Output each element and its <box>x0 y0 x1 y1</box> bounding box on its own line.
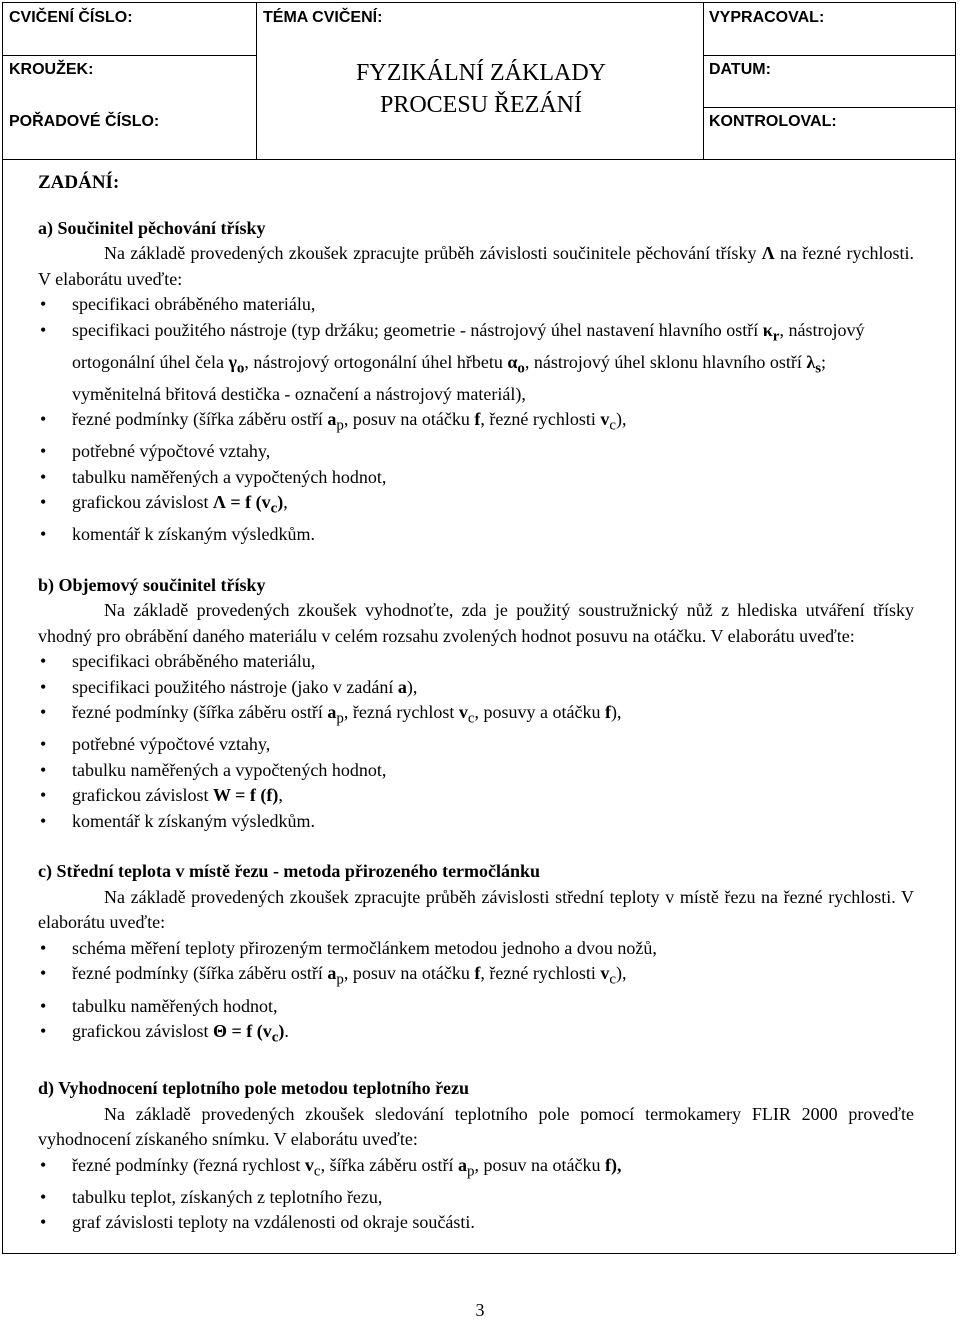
text: specifikaci použitého nástroje (typ držáku; geometrie - nástrojový úhel nastavení hlavního ostří <box>72 319 763 340</box>
lambda-symbol: Λ <box>761 243 775 263</box>
bullet-icon: • <box>40 1212 47 1233</box>
section-c-list <box>38 936 914 1051</box>
text: komentář k získaným výsledkům. <box>72 810 315 831</box>
bullet-icon: • <box>40 759 47 780</box>
section-c-intro: Na základě provedených zkoušek zpracujte průběh závislosti střední teploty v místě řezu na řezné rychlosti. V elaborátu uveďte: <box>38 886 914 933</box>
text: graf závislosti teploty na vzdálenosti od okraje součásti. <box>72 1212 475 1233</box>
text: ), <box>616 409 627 430</box>
header-line-right-2 <box>703 107 955 108</box>
bullet-icon: • <box>40 1021 47 1042</box>
formula: ) <box>278 1021 285 1042</box>
text: ; vyměnitelná břitová destička - označení a nástrojový materiál), <box>72 351 827 404</box>
reference: a <box>397 676 407 697</box>
text: řezné podmínky (šířka záběru ostří <box>72 702 328 723</box>
list-item <box>38 783 914 809</box>
subscript: s <box>815 360 822 377</box>
bullet-icon: • <box>40 995 47 1016</box>
text: komentář k získaným výsledkům. <box>72 524 315 545</box>
subscript: p <box>336 710 344 727</box>
list-item <box>38 809 914 835</box>
section-d-title: d) Vyhodnocení teplotního pole metodou teplotního řezu <box>38 1078 470 1099</box>
bullet-icon: • <box>40 937 47 958</box>
text: tabulku naměřených a vypočtených hodnot, <box>72 466 387 487</box>
symbol: v <box>304 1154 314 1175</box>
topic-title-line2: PROCESU ŘEZÁNÍ <box>379 92 583 118</box>
list-item <box>38 1185 914 1211</box>
text: ), <box>406 676 418 697</box>
text: na řezné rychlosti. V elaborátu uveďte: <box>38 243 914 289</box>
vypracoval-label: VYPRACOVAL: <box>709 9 825 26</box>
text: , posuvy a otáčku <box>474 702 606 723</box>
subscript: p <box>336 417 344 434</box>
symbol: a <box>327 409 337 430</box>
gamma-symbol: γ <box>228 351 237 372</box>
subscript: c <box>609 417 617 434</box>
bullet-icon: • <box>40 319 47 340</box>
text: , <box>283 492 288 513</box>
section-b-title: b) Objemový součinitel třísky <box>38 574 266 595</box>
section-a-title: a) Součinitel pěchování třísky <box>38 217 266 238</box>
formula: Λ = f (v <box>212 492 271 513</box>
datum-label: DATUM: <box>709 61 771 78</box>
symbol: v <box>458 702 468 723</box>
bullet-icon: • <box>40 963 47 984</box>
bullet-icon: • <box>40 492 47 513</box>
assignment-content <box>38 170 914 1236</box>
text: tabulku naměřených a vypočtených hodnot, <box>72 759 387 780</box>
poradove-cislo-label: POŘADOVÉ ČÍSLO: <box>9 113 160 130</box>
text: specifikaci obráběného materiálu, <box>72 651 316 672</box>
list-item <box>38 490 914 522</box>
symbol: a <box>327 963 337 984</box>
formula: ) <box>277 492 284 513</box>
text: , šířka záběru ostří <box>320 1154 459 1175</box>
text: grafickou závislost <box>72 1021 213 1042</box>
symbol: a <box>458 1154 468 1175</box>
text: , nástrojový úhel sklonu hlavního ostří <box>524 351 807 372</box>
text: . <box>284 1021 289 1042</box>
list-item <box>38 649 914 675</box>
list-item <box>38 700 914 732</box>
topic-title <box>261 57 701 121</box>
list-item <box>38 439 914 465</box>
lambda-symbol: λ <box>806 351 816 372</box>
text: specifikaci obráběného materiálu, <box>72 294 316 314</box>
symbol: f <box>474 409 481 430</box>
kappa-symbol: κ <box>762 319 773 340</box>
subscript: p <box>467 1163 475 1180</box>
subscript: c <box>313 1163 321 1180</box>
list-item <box>38 961 914 993</box>
text: , posuv na otáčku <box>343 963 475 984</box>
bullet-icon: • <box>40 734 47 755</box>
section-d-intro: Na základě provedených zkoušek sledování teplotního pole pomocí termokamery FLIR 2000 proveďte vyhodnocení získaného snímku. V elaborátu uveďte: <box>38 1103 914 1150</box>
text: , řezná rychlost <box>343 702 459 723</box>
cviceni-cislo-label: CVIČENÍ ČÍSLO: <box>9 9 133 26</box>
bullet-icon: • <box>40 810 47 831</box>
bullet-icon: • <box>40 676 47 697</box>
symbol: v <box>600 409 610 430</box>
symbol: f <box>605 702 612 723</box>
krouzek-label: KROUŽEK: <box>9 61 94 78</box>
section-b-list <box>38 649 914 834</box>
text: grafickou závislost <box>72 492 213 513</box>
bullet-icon: • <box>40 651 47 672</box>
text: řezné podmínky (šířka záběru ostří <box>72 963 328 984</box>
header-divider-right <box>703 3 704 159</box>
text: grafickou závislost <box>72 785 213 806</box>
section-a-list <box>38 292 914 548</box>
topic-title-line1: FYZIKÁLNÍ ZÁKLADY <box>356 60 606 86</box>
symbol: f <box>605 1154 612 1175</box>
symbol: f <box>474 963 481 984</box>
section-d-list <box>38 1153 914 1236</box>
text: schéma měření teploty přirozeným termočlánkem metodou jednoho a dvou nožů, <box>72 937 657 958</box>
formula: Θ = f (v <box>212 1021 272 1042</box>
formula: W = f (f) <box>212 785 279 806</box>
kontroloval-label: KONTROLOVAL: <box>709 113 837 130</box>
subscript: c <box>271 1029 279 1046</box>
text: potřebné výpočtové vztahy, <box>72 734 271 755</box>
subscript: c <box>467 710 475 727</box>
bullet-icon: • <box>40 702 47 723</box>
tema-cviceni-label: TÉMA CVIČENÍ: <box>263 9 383 26</box>
list-item <box>38 407 914 439</box>
bullet-icon: • <box>40 294 47 314</box>
list-item <box>38 522 914 548</box>
text: , řezné rychlosti <box>480 963 601 984</box>
list-item <box>38 936 914 962</box>
section-c-title: c) Střední teplota v místě řezu - metoda přirozeného termočlánku <box>38 861 541 882</box>
bullet-icon: • <box>40 409 47 430</box>
list-item <box>38 318 914 408</box>
section-b-intro: Na základě provedených zkoušek vyhodnoťte, zda je použitý soustružnický nůž z hlediska utváření třísky vhodný pro obrábění daného materiálu v celém rozsahu zvolených hodnot posuvu na otáčku. V elaborátu uveďte: <box>38 600 914 646</box>
list-item <box>38 292 914 318</box>
subscript: o <box>517 360 525 377</box>
alpha-symbol: α <box>507 351 518 372</box>
list-item <box>38 732 914 758</box>
symbol: v <box>600 963 610 984</box>
subscript: p <box>336 972 344 989</box>
header-line-right-1 <box>703 55 955 56</box>
text: řezné podmínky (řezná rychlost <box>72 1154 305 1175</box>
text: řezné podmínky (šířka záběru ostří <box>72 409 328 430</box>
section-a-intro <box>38 241 914 292</box>
list-item <box>38 1019 914 1051</box>
text: ), <box>611 1154 622 1175</box>
text: Na základě provedených zkoušek zpracujte průběh závislosti součinitele pěchování třísky <box>104 243 762 263</box>
symbol: a <box>327 702 337 723</box>
list-item <box>38 994 914 1020</box>
list-item <box>38 1153 914 1185</box>
text: , posuv na otáčku <box>474 1154 606 1175</box>
text: , <box>278 785 283 806</box>
subscript: o <box>236 360 245 377</box>
text: ), <box>616 963 627 984</box>
text: , nástrojový ortogonální úhel hřbetu <box>244 351 508 372</box>
text: specifikaci použitého nástroje (jako v zadání <box>72 676 398 697</box>
list-item <box>38 675 914 701</box>
bullet-icon: • <box>40 785 47 806</box>
subscript: c <box>609 972 617 989</box>
bullet-icon: • <box>40 1154 47 1175</box>
header-divider-left <box>256 3 257 159</box>
text: , nástrojový ortogonální úhel čela <box>72 319 865 372</box>
header-table <box>3 3 955 160</box>
page-number: 3 <box>475 1300 485 1320</box>
text: , posuv na otáčku <box>343 409 475 430</box>
bullet-icon: • <box>40 441 47 462</box>
bullet-icon: • <box>40 524 47 545</box>
subscript: r <box>772 328 780 345</box>
list-item <box>38 1210 914 1236</box>
text: ), <box>611 702 622 723</box>
text: tabulku naměřených hodnot, <box>72 995 278 1016</box>
bullet-icon: • <box>40 1186 47 1207</box>
zadani-heading: ZADÁNÍ: <box>38 172 120 193</box>
list-item <box>38 758 914 784</box>
text: potřebné výpočtové vztahy, <box>72 441 271 462</box>
subscript: c <box>270 500 278 517</box>
text: , řezné rychlosti <box>480 409 601 430</box>
list-item <box>38 465 914 491</box>
header-line-left-1 <box>3 55 256 56</box>
bullet-icon: • <box>40 466 47 487</box>
text: tabulku teplot, získaných z teplotního řezu, <box>72 1186 383 1207</box>
